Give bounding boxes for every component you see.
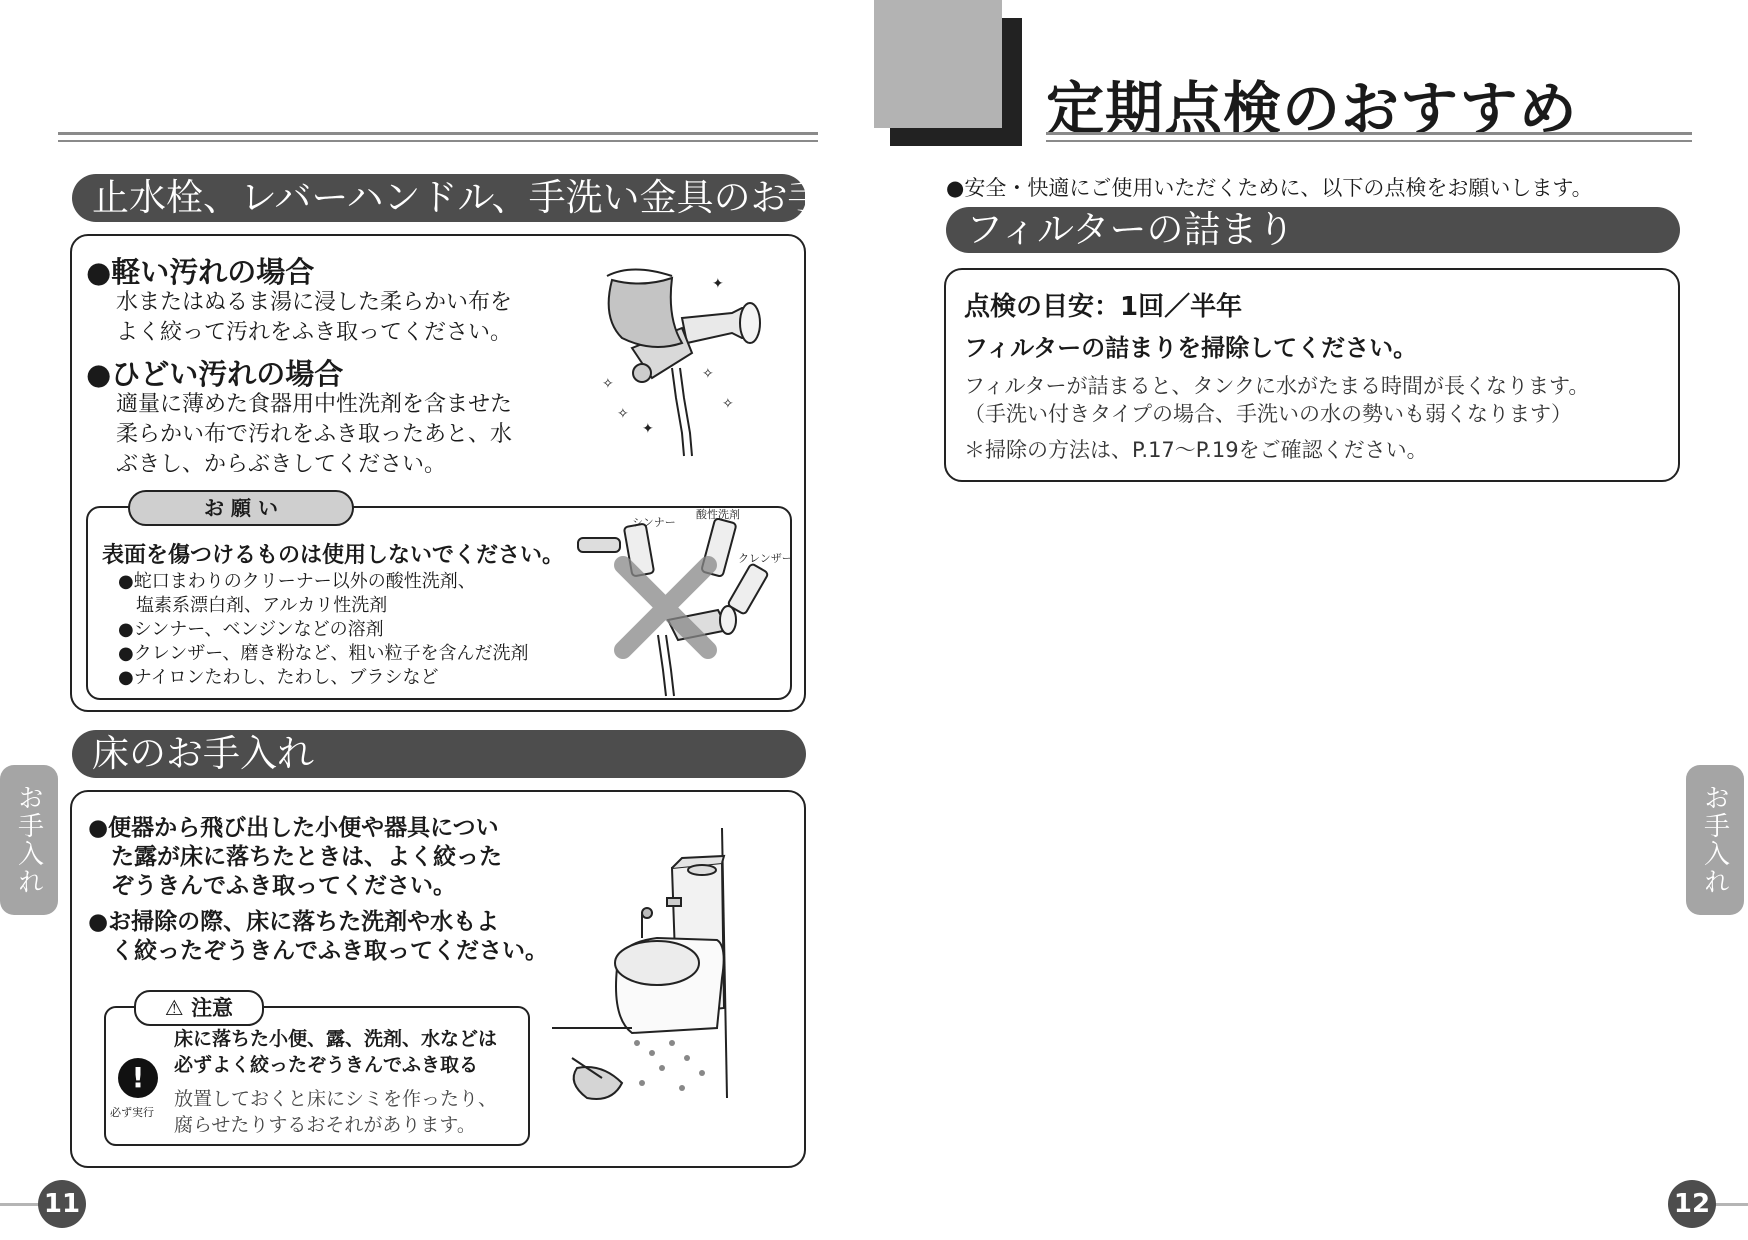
request-item: ●蛇口まわりのクリーナー以外の酸性洗剤、 [118,571,476,592]
svg-text:✧: ✧ [702,366,714,382]
request-box [86,496,793,700]
acid-cleaner-label: 酸性洗剤 [696,508,740,521]
heavy-dirt-text [116,390,512,480]
filter-instruction: フィルターの詰まりを掃除してください。 [964,334,1418,362]
request-item: ●シンナー、ベンジンなどの溶剤 [118,619,384,640]
heavy-dirt-heading: ●ひどい汚れの場合 [86,357,344,391]
inspection-frequency: 点検の目安：1回／半年 [964,292,1243,322]
floor-bullet-1 [88,814,502,901]
mandatory-action-caption: 必ず実行 [110,1106,154,1119]
faucet-wiping-illustration [572,258,802,458]
cleanser-label: クレンザー [738,552,793,565]
caution-bold-line: 床に落ちた小便、露、洗剤、水などは [174,1028,498,1050]
caution-normal-line: 腐らせたりするおそれがあります。 [174,1114,476,1136]
request-label: お 願 い [128,490,354,526]
thinner-label: シンナー [632,516,676,529]
intro-text: ●安全・快適にご使用いただくために、以下の点検をお願いします。 [946,176,1593,200]
floor-bullet-1-line: た露が床に落ちたときは、よく絞った [88,844,502,870]
left-header-rule [58,132,818,142]
page-number-left: 11 [38,1180,86,1228]
svg-text:✦: ✦ [642,421,654,437]
floor-bullet-1-line: ●便器から飛び出した小便や器具につい [88,815,499,841]
caution-bold-text [174,1026,497,1078]
caution-box [104,996,530,1146]
request-item: 塩素系漂白剤、アルカリ性洗剤 [118,595,388,616]
floor-bullet-1-line: ぞうきんでふき取ってください。 [88,873,456,899]
light-dirt-text [116,288,512,348]
toilet-floor-illustration [542,828,802,1158]
heavy-dirt-line: 適量に薄めた食器用中性洗剤を含ませた [116,392,513,417]
light-dirt-line: よく絞って汚れをふき取ってください。 [116,320,513,345]
light-dirt-line: 水またはぬるま湯に浸した柔らかい布を [116,290,513,315]
prohibited-cleaners-illustration [588,508,793,696]
page-number-right: 12 [1668,1180,1716,1228]
floor-bullet-2-line: ●お掃除の際、床に落ちた洗剤や水もよ [88,909,500,935]
svg-text:✧: ✧ [602,376,614,392]
side-tab-left[interactable]: お手入れ [0,765,58,915]
right-header-rule [1046,132,1692,142]
request-items [118,570,529,690]
floor-bullet-2-line: く絞ったぞうきんでふき取ってください。 [88,938,548,964]
title-decoration-light [874,0,1002,128]
caution-label [134,990,264,1026]
heavy-dirt-line: 柔らかい布で汚れをふき取ったあと、水 [116,422,513,447]
svg-text:✦: ✦ [712,276,724,292]
request-item: ●ナイロンたわし、たわし、ブラシなど [118,667,439,688]
side-tab-right[interactable]: お手入れ [1686,765,1744,915]
svg-text:✧: ✧ [617,406,629,422]
filter-box [944,268,1680,482]
caution-label-text: 注意 [191,996,234,1020]
section-title-floor: 床のお手入れ [72,730,806,778]
page-title: 定期点検のおすすめ [1046,75,1578,143]
section-title-filter: フィルターの詰まり [946,207,1680,253]
floor-care-box [70,790,806,1168]
filter-detail-line: ＊掃除の方法は、P.17～P.19をご確認ください。 [964,438,1428,462]
section-title-fixtures: 止水栓、レバーハンドル、手洗い金具のお手入れ [72,174,806,222]
filter-detail-line: フィルターが詰まると、タンクに水がたまる時間が長くなります。 [964,374,1590,398]
request-item: ●クレンザー、磨き粉など、粗い粒子を含んだ洗剤 [118,643,529,664]
page-number-line-left [0,1203,40,1206]
filter-details [964,372,1589,464]
fixtures-care-box [70,234,806,712]
heavy-dirt-line: ぶきし、からぶきしてください。 [116,452,447,477]
filter-detail-line: （手洗い付きタイプの場合、手洗いの水の勢いも弱くなります） [964,402,1572,426]
svg-text:✧: ✧ [722,396,734,412]
mandatory-action-icon: ! [118,1058,158,1098]
caution-normal-line: 放置しておくと床にシミを作ったり、 [174,1088,498,1110]
caution-normal-text [174,1086,497,1138]
light-dirt-heading: ●軽い汚れの場合 [86,255,315,289]
warning-triangle-icon: ⚠ [164,996,184,1020]
floor-bullet-2 [88,908,548,966]
request-heading: 表面を傷つけるものは使用しないでください。 [102,543,565,568]
caution-bold-line: 必ずよく絞ったぞうきんでふき取る [174,1054,479,1076]
